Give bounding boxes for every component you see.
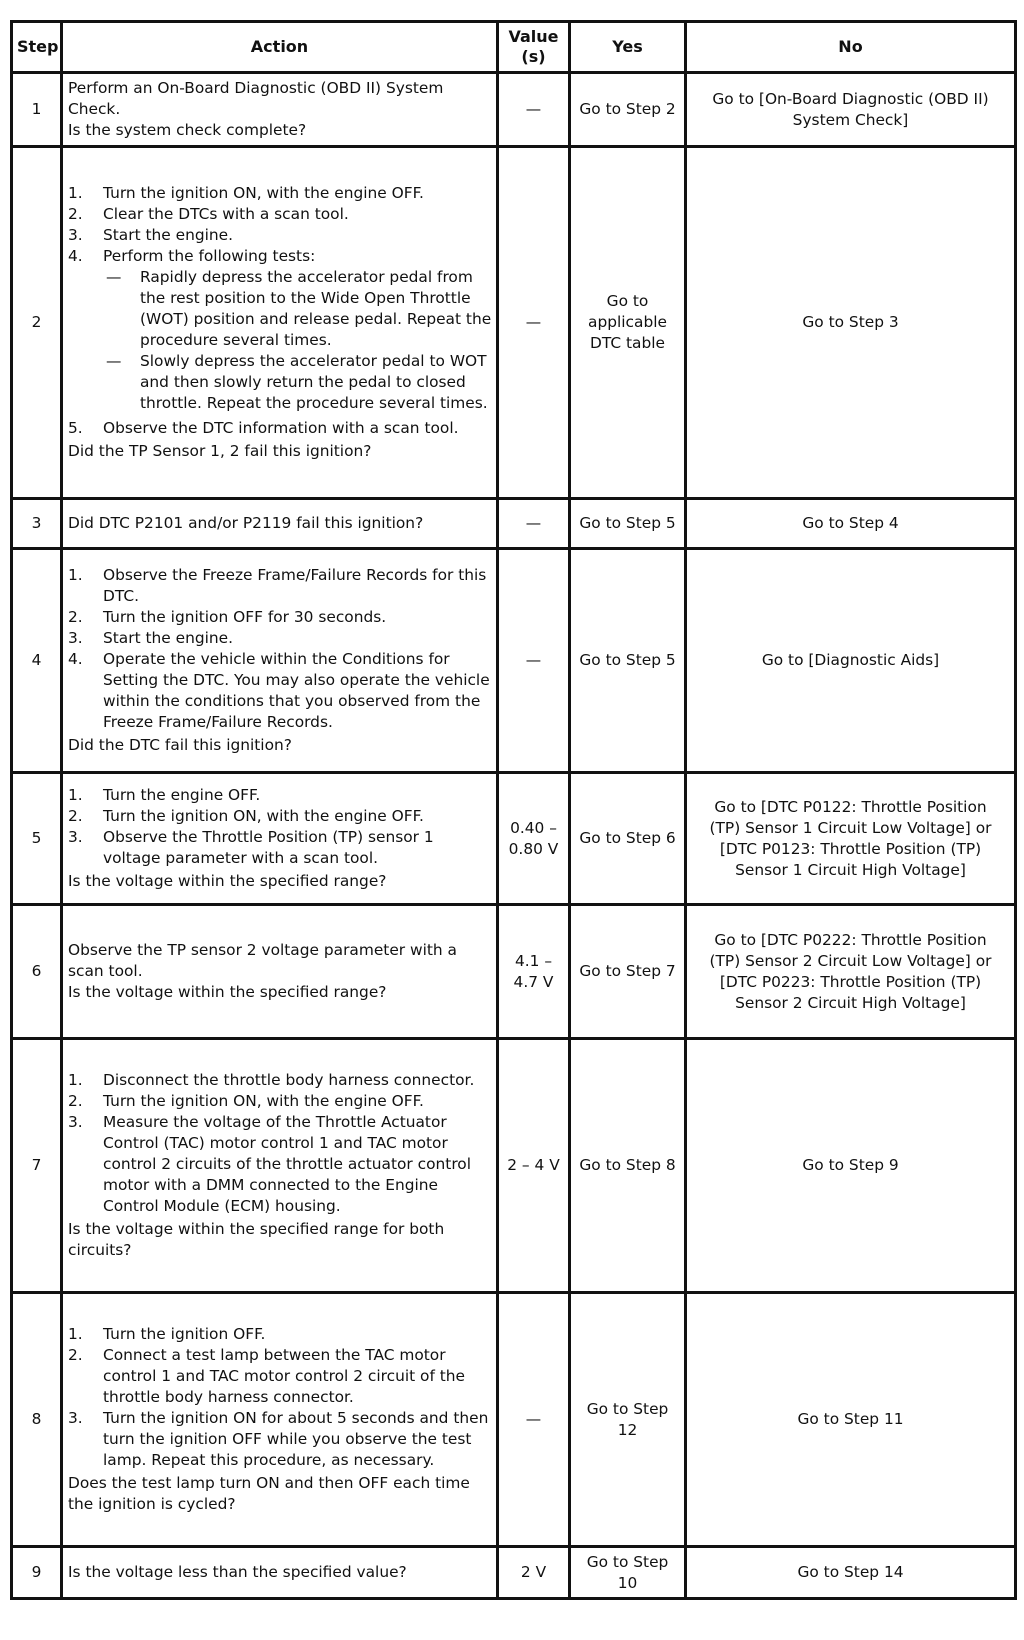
list-item: 4. Perform the following tests:: [68, 247, 316, 265]
list-item: 1. Turn the ignition OFF.: [68, 1325, 266, 1343]
action-cell: [62, 1293, 498, 1547]
list-item: 1. Turn the engine OFF.: [68, 786, 261, 804]
yes-cell: Go to Step 6: [570, 773, 686, 905]
question-text: Did the DTC fail this ignition?: [68, 736, 292, 754]
header-yes: Yes: [570, 22, 686, 73]
list-item: 3. Observe the Throttle Position (TP) sensor 1 voltage parameter with a scan tool.: [68, 828, 434, 867]
step-number: 2: [12, 147, 62, 499]
header-value: Value (s): [498, 22, 570, 73]
table-row: [12, 773, 1016, 905]
diagnostic-table-wrapper: [10, 20, 1017, 1600]
step-number: 4: [12, 549, 62, 773]
table-row: [12, 499, 1016, 549]
table-row: [12, 1039, 1016, 1293]
no-cell: Go to [DTC P0222: Throttle Position (TP) Sensor 2 Circuit Low Voltage] or [DTC P0223: Throttle Position (TP) Sensor 2 Circuit High Voltage]: [686, 905, 1016, 1039]
list-item: 2. Clear the DTCs with a scan tool.: [68, 205, 349, 223]
yes-cell: Go to Step 10: [570, 1547, 686, 1599]
question-text: Is the voltage within the specified range?: [68, 872, 387, 890]
step-number: 9: [12, 1547, 62, 1599]
no-cell: Go to Step 3: [686, 147, 1016, 499]
no-cell: Go to Step 9: [686, 1039, 1016, 1293]
yes-cell: Go to Step 5: [570, 499, 686, 549]
list-item: 4. Operate the vehicle within the Conditions for Setting the DTC. You may also operate the vehicle within the conditions that you observed from the Freeze Frame/Failure Records.: [68, 650, 490, 731]
value-cell: 2 – 4 V: [498, 1039, 570, 1293]
value-cell: 4.1 – 4.7 V: [498, 905, 570, 1039]
procedure-list: [68, 1324, 492, 1471]
procedure-list: [68, 565, 492, 733]
header-row: [12, 22, 1016, 73]
table-row: [12, 905, 1016, 1039]
list-item: 1. Observe the Freeze Frame/Failure Records for this DTC.: [68, 566, 487, 605]
list-item: 2. Turn the ignition ON, with the engine OFF.: [68, 807, 424, 825]
table-row: [12, 1293, 1016, 1547]
step-number: 5: [12, 773, 62, 905]
no-cell: Go to Step 4: [686, 499, 1016, 549]
action-cell: [62, 73, 498, 147]
no-cell: Go to Step 11: [686, 1293, 1016, 1547]
question-text: Is the voltage within the specified range?: [68, 983, 387, 1001]
no-cell: Go to [DTC P0122: Throttle Position (TP) Sensor 1 Circuit Low Voltage] or [DTC P0123: Throttle Position (TP) Sensor 1 Circuit High Voltage]: [686, 773, 1016, 905]
question-text: Is the voltage less than the specified value?: [68, 1563, 407, 1581]
step-number: 3: [12, 499, 62, 549]
list-item: 2. Turn the ignition OFF for 30 seconds.: [68, 608, 387, 626]
procedure-list: [68, 418, 492, 439]
header-no: No: [686, 22, 1016, 73]
no-cell: Go to [On-Board Diagnostic (OBD II) System Check]: [686, 73, 1016, 147]
list-item: 1. Disconnect the throttle body harness connector.: [68, 1071, 475, 1089]
value-cell: —: [498, 1293, 570, 1547]
table-row: [12, 73, 1016, 147]
table-row: [12, 549, 1016, 773]
sub-test-list: [68, 267, 492, 414]
list-item: 3. Start the engine.: [68, 226, 234, 244]
yes-cell: Go to Step 2: [570, 73, 686, 147]
header-action: Action: [62, 22, 498, 73]
list-item: 2. Turn the ignition ON, with the engine OFF.: [68, 1092, 424, 1110]
procedure-list: [68, 183, 492, 267]
list-item: 2. Connect a test lamp between the TAC motor control 1 and TAC motor control 2 circuit of the throttle body harness connector.: [68, 1346, 466, 1406]
diagnostic-table: [10, 20, 1017, 1600]
action-cell: [62, 1039, 498, 1293]
header-step: Step: [12, 22, 62, 73]
action-text: Observe the TP sensor 2 voltage parameter with a scan tool.: [68, 941, 457, 980]
list-item: 3. Turn the ignition ON for about 5 seconds and then turn the ignition OFF while you observe the test lamp. Repeat this procedure, as necessary.: [68, 1409, 489, 1469]
procedure-list: [68, 785, 492, 869]
action-cell: [62, 549, 498, 773]
question-text: Did the TP Sensor 1, 2 fail this ignition?: [68, 442, 372, 460]
yes-cell: Go to Step 7: [570, 905, 686, 1039]
sub-test-item: — Slowly depress the accelerator pedal to WOT and then slowly return the pedal to closed throttle. Repeat the procedure several times.: [106, 352, 488, 412]
action-cell: [62, 147, 498, 499]
yes-cell: Go to Step 5: [570, 549, 686, 773]
list-item: 3. Start the engine.: [68, 629, 234, 647]
action-cell: [62, 1547, 498, 1599]
step-number: 7: [12, 1039, 62, 1293]
yes-cell: Go to applicable DTC table: [570, 147, 686, 499]
value-cell: —: [498, 147, 570, 499]
action-cell: [62, 905, 498, 1039]
list-item: 3. Measure the voltage of the Throttle Actuator Control (TAC) motor control 1 and TAC motor control 2 circuits of the throttle actuator control motor with a DMM connected to the Engine Control Module (ECM) housing.: [68, 1113, 471, 1215]
value-cell: 2 V: [498, 1547, 570, 1599]
yes-cell: Go to Step 12: [570, 1293, 686, 1547]
yes-cell: Go to Step 8: [570, 1039, 686, 1293]
action-text: Perform an On-Board Diagnostic (OBD II) System Check.: [68, 79, 444, 118]
step-number: 8: [12, 1293, 62, 1547]
procedure-list: [68, 1070, 492, 1217]
step-number: 1: [12, 73, 62, 147]
question-text: Is the system check complete?: [68, 121, 307, 139]
action-cell: [62, 773, 498, 905]
value-cell: —: [498, 73, 570, 147]
action-cell: [62, 499, 498, 549]
question-text: Is the voltage within the specified range for both circuits?: [68, 1220, 445, 1259]
sub-test-item: — Rapidly depress the accelerator pedal from the rest position to the Wide Open Throttle (WOT) position and release pedal. Repeat the procedure several times.: [106, 268, 492, 349]
question-text: Does the test lamp turn ON and then OFF each time the ignition is cycled?: [68, 1474, 470, 1513]
no-cell: Go to [Diagnostic Aids]: [686, 549, 1016, 773]
list-item: 1. Turn the ignition ON, with the engine OFF.: [68, 184, 424, 202]
table-row: [12, 1547, 1016, 1599]
no-cell: Go to Step 14: [686, 1547, 1016, 1599]
list-item: 5. Observe the DTC information with a scan tool.: [68, 419, 459, 437]
table-row: [12, 147, 1016, 499]
value-cell: —: [498, 499, 570, 549]
value-cell: —: [498, 549, 570, 773]
value-cell: 0.40 – 0.80 V: [498, 773, 570, 905]
step-number: 6: [12, 905, 62, 1039]
question-text: Did DTC P2101 and/or P2119 fail this ignition?: [68, 514, 424, 532]
